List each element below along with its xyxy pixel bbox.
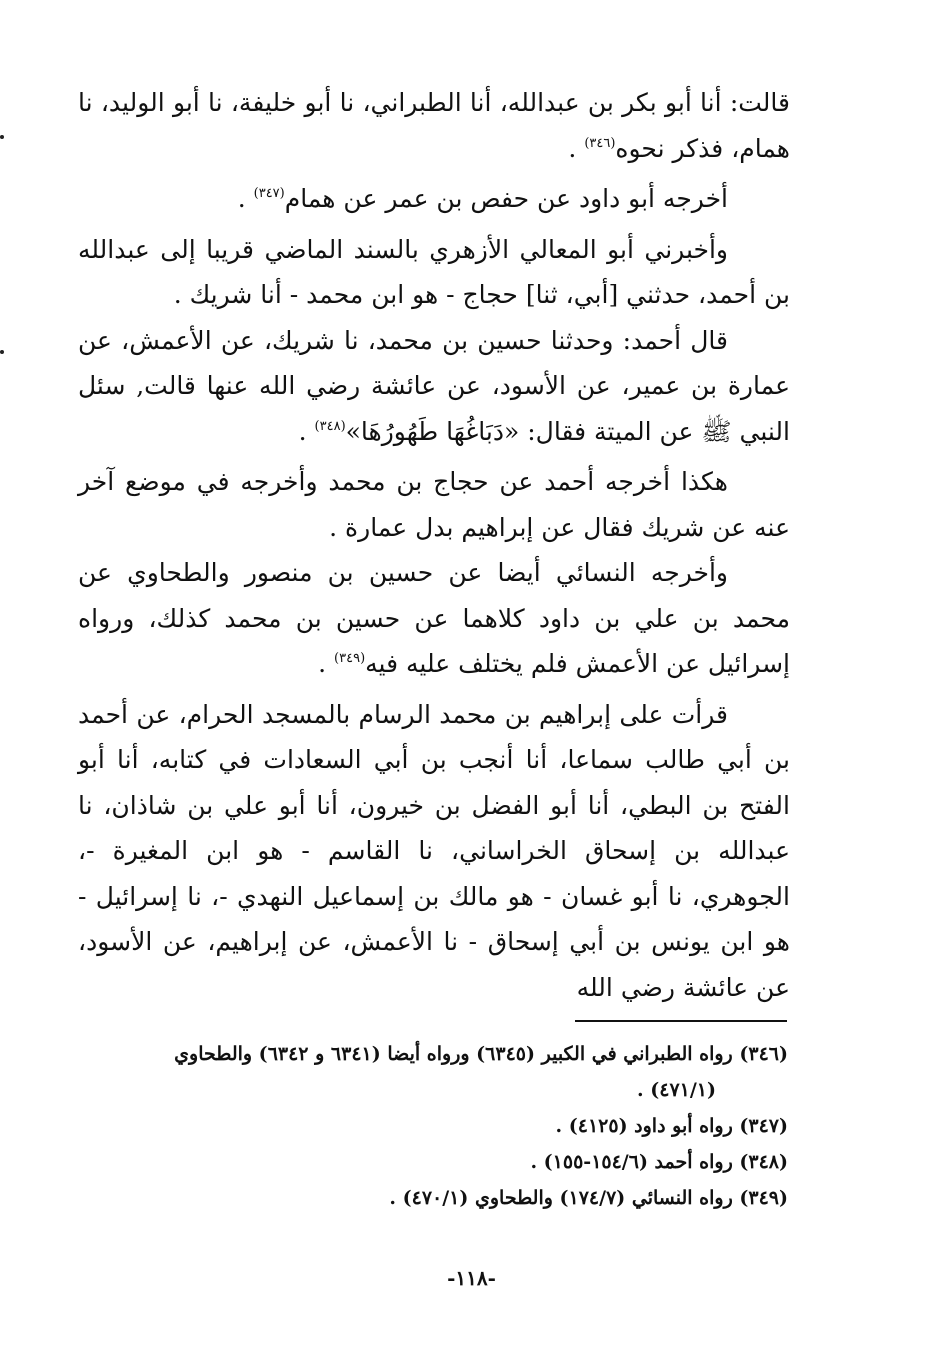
footnote-number: (٣٤٨) (739, 1151, 788, 1173)
paragraph: أخرجه أبو داود عن حفص بن عمر عن همام$^{(٣٤٧)}$ . (237, 184, 728, 213)
footnote-number: (٣٤٧) (739, 1115, 788, 1137)
footnote-reference: (٣٤٦) (584, 135, 616, 151)
footnotes (78, 1036, 788, 1216)
footnote: (٣٤٦) رواه الطبراني في الكبير (٦٣٤٥) ورواه أيضا (٦٣٤١ و ٦٣٤٢) والطحاوي (٤٧١/١) . (174, 1043, 788, 1101)
footnote-reference: (٣٤٩) (334, 651, 366, 666)
paragraph: قالت: أنا أبو بكر بن عبدالله، أنا الطبراني، نا أبو خليفة، نا أبو الوليد، نا همام، فذكر نحوه$^{(٣٤٦)}$ . (78, 88, 790, 163)
footnote-reference: (٣٤٨) (314, 418, 346, 434)
paragraph: وأخرجه النسائي أيضا عن حسين بن منصور والطحاوي عن محمد بن علي بن داود كلاهما عن حسين بن محمد كذلك، ورواه إسرائيل عن الأعمش فلم يختلف عليه فيه$^{(٣٤٩)}$ . (78, 558, 790, 678)
footnote-divider (575, 1020, 787, 1022)
footnote-reference: (٣٤٧) (253, 186, 285, 201)
page-number: -١١٨- (447, 1266, 496, 1290)
margin-mark (0, 350, 4, 354)
paragraph: قرأت على إبراهيم بن محمد الرسام بالمسجد الحرام، عن أحمد بن أبي طالب سماعا، أنا أنجب بن أبي السعادات في كتابه، أنا أبو الفتح بن البطي، أنا أبو الفضل بن خيرون، أنا أبو علي بن شاذان، نا عبدالله بن إسحاق الخراساني، نا القاسم - هو ابن المغيرة -، الجوهري، نا أبو غسان - هو مالك بن إسماعيل النهدي -، نا إسرائيل - هو ابن يونس بن أبي إسحاق - نا الأعمش، عن إبراهيم، عن الأسود، عن عائشة رضي الله (78, 699, 790, 1002)
footnote-number: (٣٤٩) (739, 1187, 788, 1209)
paragraph: قال أحمد: وحدثنا حسين بن محمد، نا شريك، عن الأعمش، عن عمارة بن عمير، عن الأسود، عن عائشة رضي الله عنها قالت, سئل النبي ﷺ عن الميتة فقال: «دَبَاغُهَا طَهُورُهَا»$^{(٣٤٨)}$ . (78, 325, 790, 446)
margin-mark (0, 135, 4, 139)
footnote: (٣٤٧) رواه أبو داود (٤١٢٥) . (555, 1115, 788, 1137)
paragraph: هكذا أخرجه أحمد عن حجاج بن محمد وأخرجه في موضع آخر عنه عن شريك فقال عن إبراهيم بدل عمارة . (78, 467, 790, 542)
paragraph: وأخبرني أبو المعالي الأزهري بالسند الماضي قريبا إلى عبدالله بن أحمد، حدثني [أبي، ثنا] حجاج - هو ابن محمد - أنا شريك . (78, 234, 790, 309)
footnote: (٣٤٩) رواه النسائي (١٧٤/٧) والطحاوي (٤٧٠/١) . (389, 1187, 788, 1209)
main-text (78, 80, 790, 1010)
footnote: (٣٤٨) رواه أحمد (١٥٤/٦-١٥٥) . (530, 1151, 788, 1173)
footnote-number: (٣٤٦) (739, 1043, 788, 1065)
